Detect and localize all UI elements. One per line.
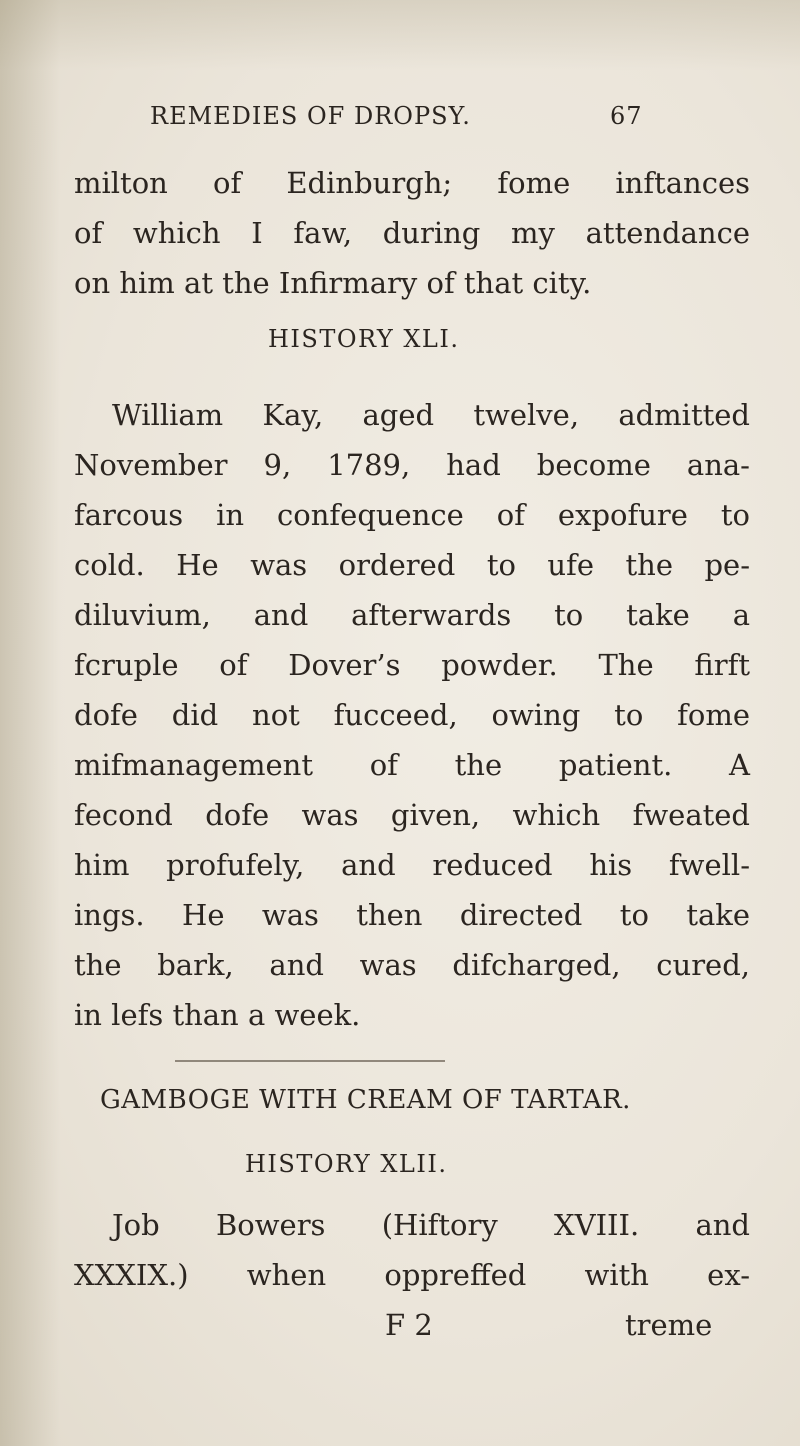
history-41-line: mifmanagement of the patient. A <box>74 748 750 782</box>
history-41-line: fecond dofe was given, which fweated <box>74 798 750 832</box>
history-41-line: diluvium, and afterwards to take a <box>74 598 750 632</box>
history-41-line: November 9, 1789, had become ana- <box>74 448 750 482</box>
history-41-line: farcous in confequence of expofure to <box>74 498 750 532</box>
section-rule <box>175 1060 445 1062</box>
history-41-line: fcruple of Dover’s powder. The firft <box>74 648 750 682</box>
running-title: REMEDIES OF DROPSY. <box>150 102 471 130</box>
history-41-line: in lefs than a week. <box>74 998 361 1032</box>
history-42-line: Job Bowers (Hiftory XVIII. and <box>112 1208 750 1242</box>
intro-line: milton of Edinburgh; fome inftances <box>74 166 750 200</box>
signature-mark: F 2 <box>385 1308 433 1342</box>
section-title: GAMBOGE WITH CREAM OF TARTAR. <box>100 1085 631 1115</box>
history-41-line: the bark, and was difcharged, cured, <box>74 948 750 982</box>
history-41-line: cold. He was ordered to ufe the pe- <box>74 548 750 582</box>
page-number: 67 <box>610 102 643 130</box>
history-42-heading: HISTORY XLII. <box>245 1150 448 1178</box>
history-41-heading: HISTORY XLI. <box>268 325 460 353</box>
catchword: treme <box>625 1308 713 1342</box>
history-42-line: XXXIX.) when oppreffed with ex- <box>74 1258 750 1292</box>
history-41-line: William Kay, aged twelve, admitted <box>112 398 750 432</box>
intro-line: on him at the Infirmary of that city. <box>74 266 592 300</box>
history-41-line: him profufely, and reduced his fwell- <box>74 848 750 882</box>
history-41-line: ings. He was then directed to take <box>74 898 750 932</box>
history-41-line: dofe did not fucceed, owing to fome <box>74 698 750 732</box>
intro-line: of which I faw, during my attendance <box>74 216 750 250</box>
